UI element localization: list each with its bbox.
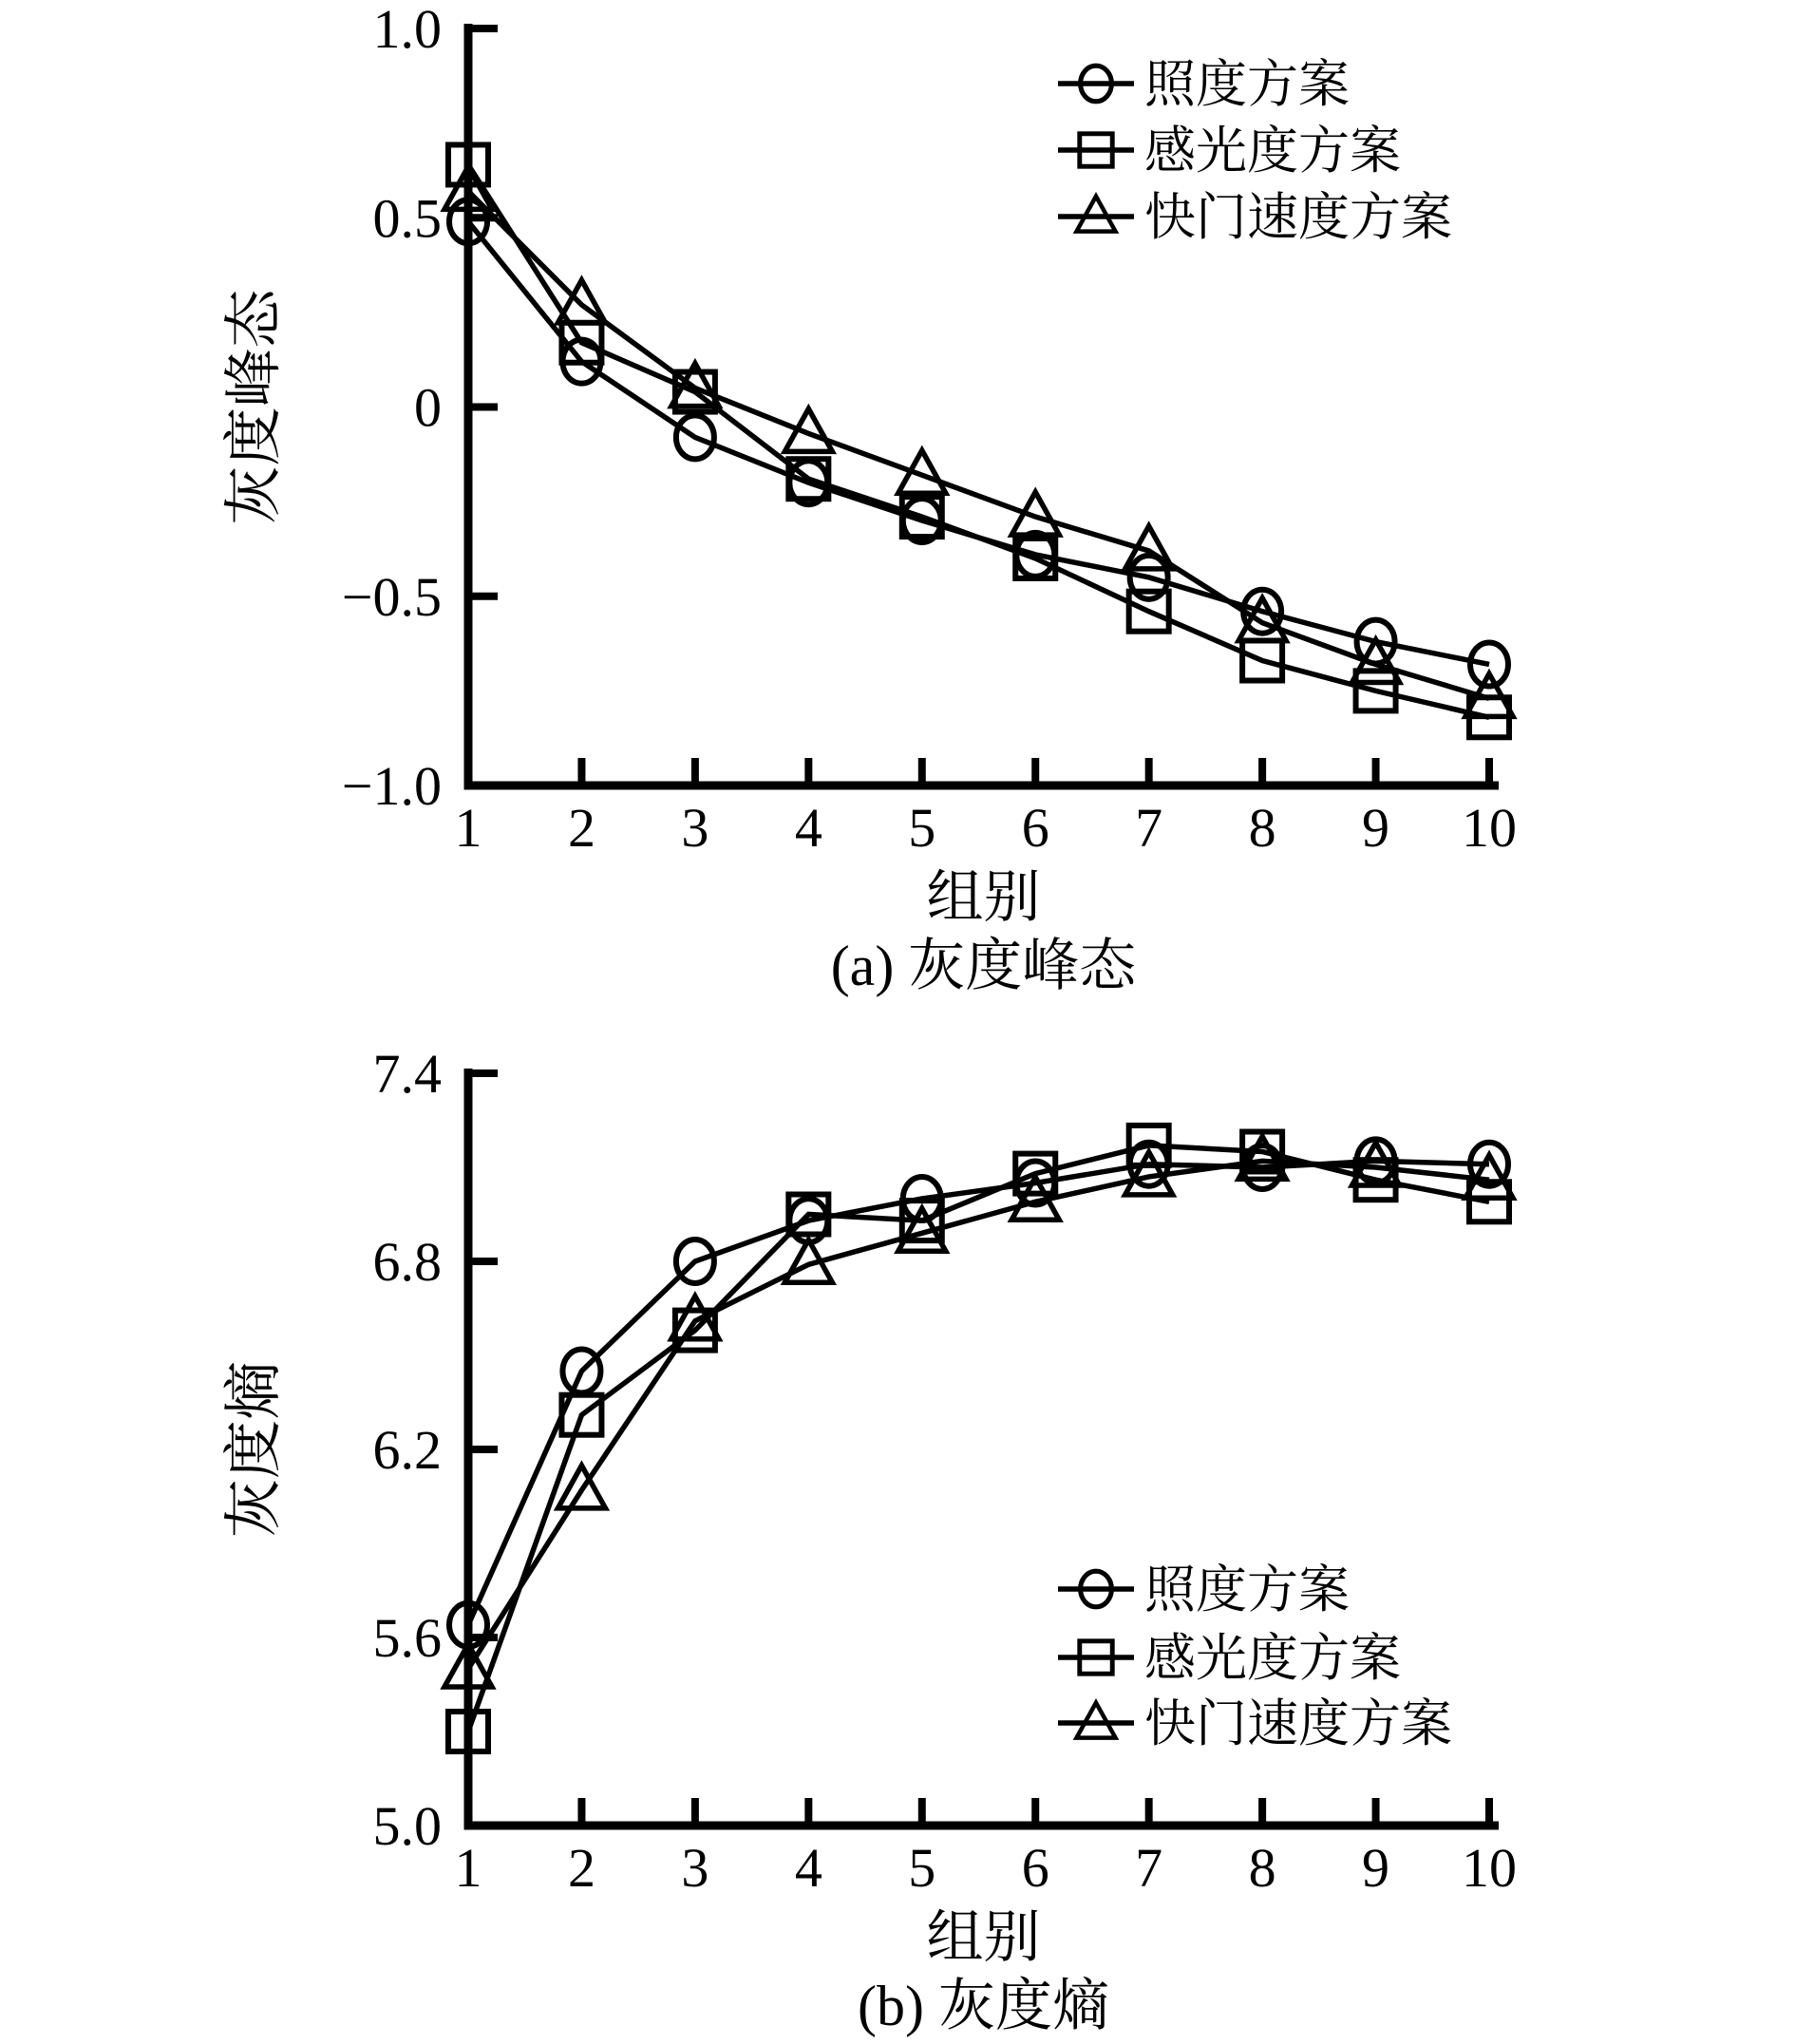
x-tick-label: 6 bbox=[1021, 1837, 1049, 1899]
legend-label: 照度方案 bbox=[1144, 1561, 1350, 1618]
y-tick-label: 6.8 bbox=[372, 1231, 442, 1293]
x-tick-label: 3 bbox=[681, 1837, 709, 1899]
legend-label: 快门速度方案 bbox=[1144, 1695, 1452, 1752]
legend-label: 感光度方案 bbox=[1144, 1630, 1401, 1687]
x-tick-label: 7 bbox=[1135, 1837, 1163, 1899]
legend-triangle-icon bbox=[1077, 1703, 1116, 1738]
series-triangle bbox=[444, 1136, 1513, 1687]
x-tick-label: 1 bbox=[454, 797, 482, 859]
panel-caption: (a) 灰度峰态 bbox=[830, 935, 1137, 997]
y-tick-label: 1.0 bbox=[372, 0, 442, 60]
y-axis-title: 灰度峰态 bbox=[222, 289, 287, 525]
series-triangle-line bbox=[468, 191, 1489, 698]
x-tick-label: 2 bbox=[567, 1837, 595, 1899]
y-axis-title: 灰度熵 bbox=[222, 1360, 287, 1539]
series-square-line bbox=[468, 164, 1489, 717]
legend-panel-a bbox=[1058, 56, 1452, 246]
axes-panel-b bbox=[222, 1043, 1517, 2037]
series-circle-line bbox=[468, 221, 1489, 664]
chart-b bbox=[0, 1022, 1795, 2044]
x-tick-label: 8 bbox=[1248, 797, 1276, 859]
x-tick-label: 3 bbox=[681, 797, 709, 859]
y-tick-label: 6.2 bbox=[372, 1419, 442, 1481]
x-tick-label: 5 bbox=[908, 797, 936, 859]
marker-triangle bbox=[784, 408, 832, 451]
x-tick-label: 6 bbox=[1021, 797, 1049, 859]
x-tick-label: 10 bbox=[1462, 1837, 1517, 1899]
y-tick-label: 5.6 bbox=[372, 1607, 442, 1669]
x-axis-title: 组别 bbox=[926, 866, 1041, 929]
x-tick-label: 9 bbox=[1362, 1837, 1390, 1899]
x-tick-label: 1 bbox=[454, 1837, 482, 1899]
y-tick-label: 7.4 bbox=[372, 1043, 442, 1105]
x-axis-title: 组别 bbox=[926, 1906, 1041, 1969]
x-tick-label: 2 bbox=[567, 797, 595, 859]
legend-label: 快门速度方案 bbox=[1144, 189, 1452, 246]
y-tick-label: −1.0 bbox=[341, 755, 442, 817]
x-tick-label: 4 bbox=[794, 797, 822, 859]
x-tick-label: 5 bbox=[908, 1837, 936, 1899]
series-circle bbox=[449, 199, 1508, 686]
y-tick-label: −0.5 bbox=[341, 565, 442, 628]
series-circle-line bbox=[468, 1161, 1489, 1624]
x-tick-label: 8 bbox=[1248, 1837, 1276, 1899]
x-tick-label: 10 bbox=[1462, 797, 1517, 859]
legend-triangle-icon bbox=[1077, 197, 1116, 232]
y-tick-label: 0.5 bbox=[372, 187, 442, 250]
legend-label: 感光度方案 bbox=[1144, 123, 1401, 180]
legend-panel-b bbox=[1058, 1561, 1452, 1752]
x-tick-label: 4 bbox=[794, 1837, 822, 1899]
legend-label: 照度方案 bbox=[1144, 56, 1350, 113]
y-tick-label: 0 bbox=[414, 376, 442, 439]
x-tick-label: 9 bbox=[1362, 797, 1390, 859]
y-tick-label: 5.0 bbox=[372, 1795, 442, 1857]
x-tick-label: 7 bbox=[1135, 797, 1163, 859]
panel-caption: (b) 灰度熵 bbox=[858, 1975, 1109, 2037]
